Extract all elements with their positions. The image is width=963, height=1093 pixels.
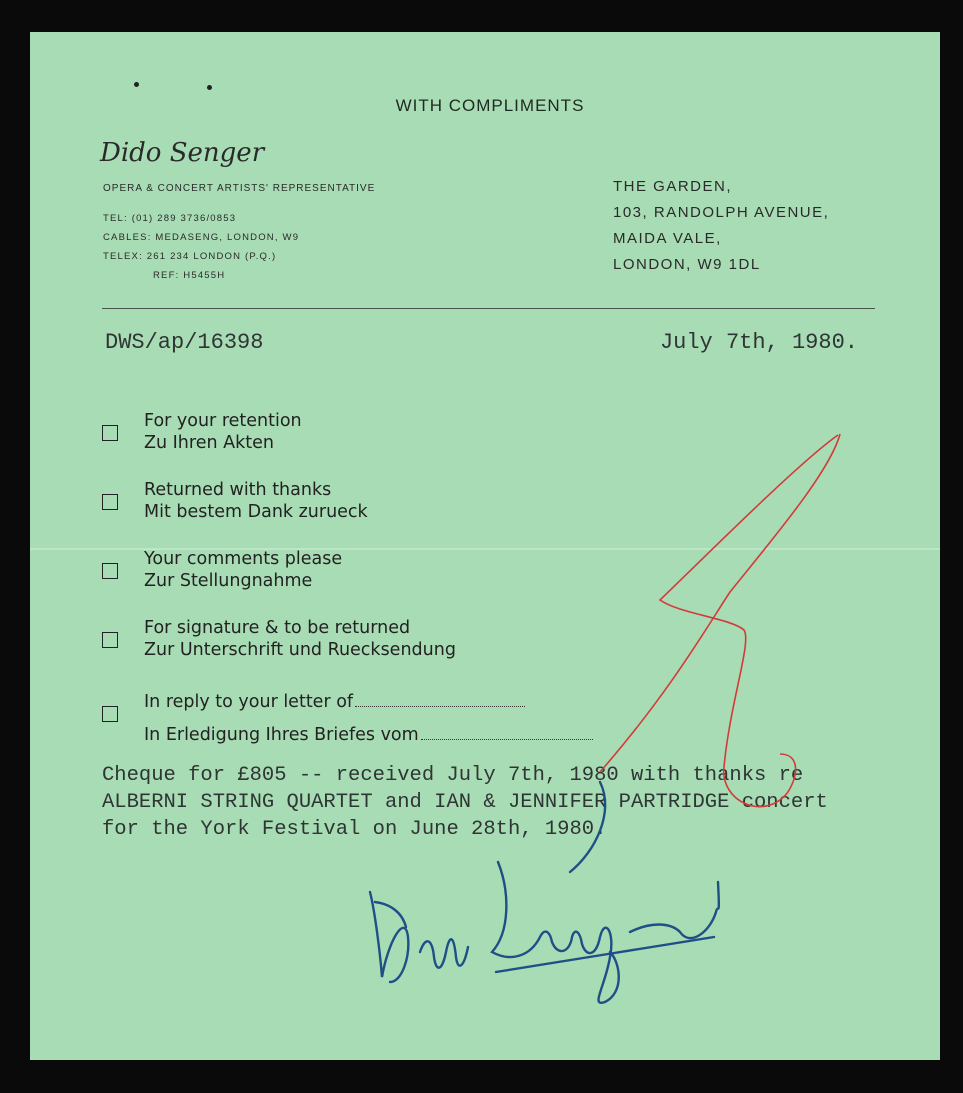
contact-block xyxy=(103,209,299,285)
punch-mark-right xyxy=(207,85,212,90)
red-pencil-mark xyxy=(600,434,840,807)
sender-role: OPERA & CONCERT ARTISTS' REPRESENTATIVE xyxy=(103,183,376,194)
address-line-3: MAIDA VALE, xyxy=(613,230,722,247)
message-line-3: for the York Festival on June 28th, 1980. xyxy=(102,818,607,841)
cables-line: CABLES: MEDASENG, LONDON, W9 xyxy=(103,232,300,243)
slip-title: WITH COMPLIMENTS xyxy=(395,96,585,115)
letter-date: July 7th, 1980. xyxy=(659,330,858,355)
header-divider xyxy=(102,308,875,309)
option-label-en: Your comments please xyxy=(144,549,343,569)
option-label-de: Mit bestem Dank zurueck xyxy=(144,502,368,522)
message-line-1: Cheque for £805 -- received July 7th, 1980 with thanks re xyxy=(102,764,804,787)
checkbox-reply[interactable] xyxy=(102,706,118,722)
option-label-de: In Erledigung Ihres Briefes vom xyxy=(144,725,419,745)
checkbox-signature[interactable] xyxy=(102,632,118,648)
checkbox-retention[interactable] xyxy=(102,425,118,441)
message-body xyxy=(102,762,828,843)
checkbox-comments[interactable] xyxy=(102,563,118,579)
address-line-4: LONDON, W9 1DL xyxy=(613,256,761,273)
sender-name: Dido Senger xyxy=(100,138,265,168)
reply-date-line[interactable] xyxy=(355,706,525,707)
punch-mark-left xyxy=(134,82,139,87)
option-label-de: Zur Unterschrift und Ruecksendung xyxy=(144,640,456,660)
option-label-de: Zur Stellungnahme xyxy=(144,571,313,591)
letter-reference: DWS/ap/16398 xyxy=(105,330,264,355)
option-label-en: In reply to your letter of xyxy=(144,692,354,712)
compliments-slip xyxy=(30,32,940,1060)
checkbox-returned[interactable] xyxy=(102,494,118,510)
option-label-en: For your retention xyxy=(144,411,302,431)
option-label-en: For signature & to be returned xyxy=(144,618,411,638)
option-label-en: Returned with thanks xyxy=(144,480,332,500)
address-block xyxy=(613,174,829,278)
address-line-1: THE GARDEN, xyxy=(613,178,733,195)
reference-line: REF: H5455H xyxy=(153,270,226,281)
telephone-line: TEL: (01) 289 3736/0853 xyxy=(103,213,237,224)
message-line-2: ALBERNI STRING QUARTET and IAN & JENNIFER PARTRIDGE concert xyxy=(102,791,828,814)
option-label-de: Zu Ihren Akten xyxy=(144,433,274,453)
address-line-2: 103, RANDOLPH AVENUE, xyxy=(613,204,830,221)
telex-line: TELEX: 261 234 LONDON (P.Q.) xyxy=(103,251,277,262)
briefes-date-line[interactable] xyxy=(421,739,593,740)
